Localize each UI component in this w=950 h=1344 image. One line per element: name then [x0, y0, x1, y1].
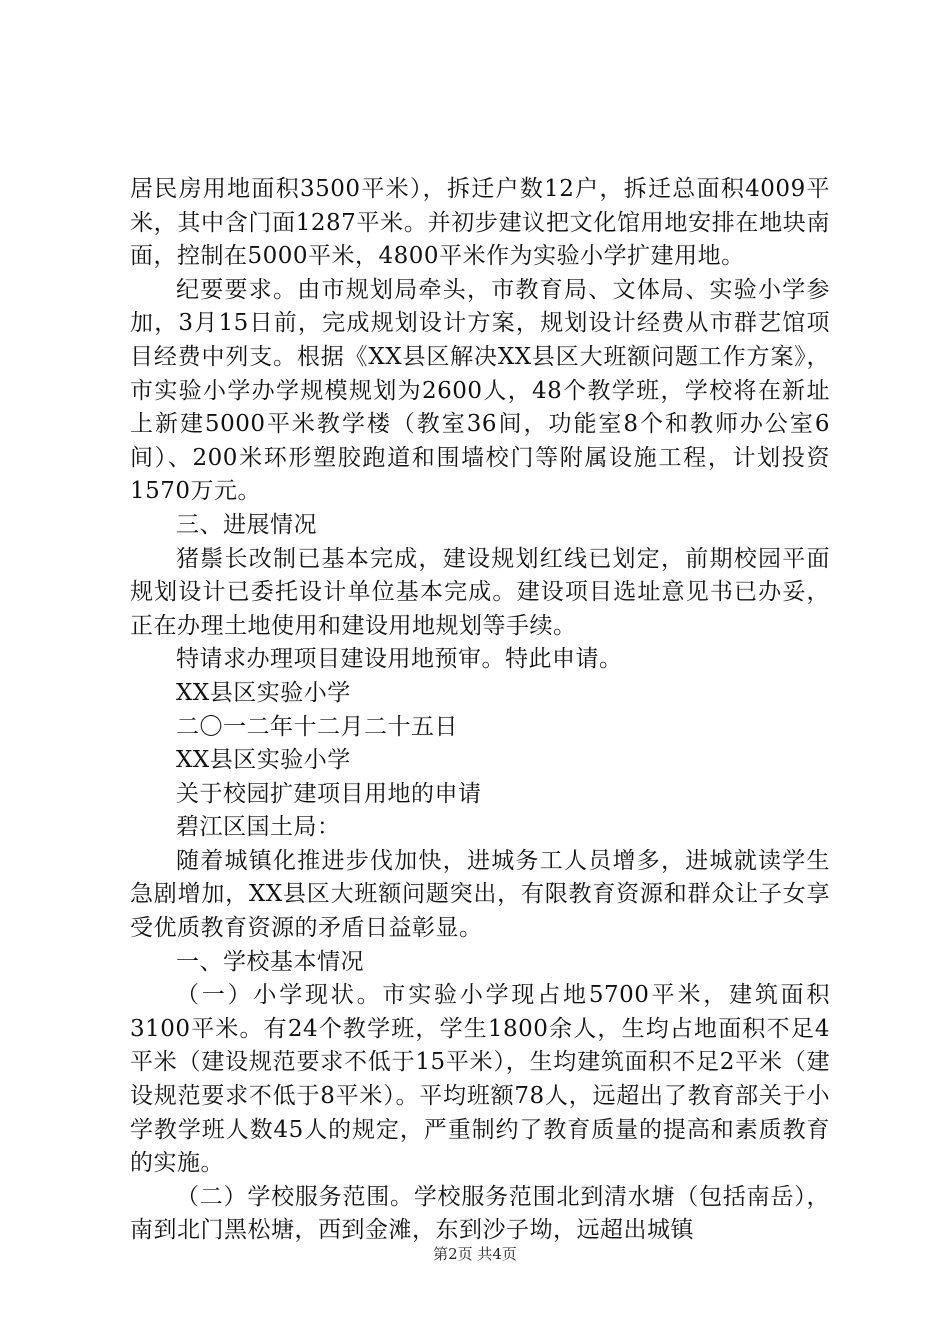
signature-date: 二〇一二年十二月二十五日 [176, 713, 458, 740]
paragraph-service-area: （二）学校服务范围。学校服务范围北到清水塘（包括南岳），南到北门黑松塘，西到金滩，东到沙子坳，远超出城镇 [130, 1183, 830, 1244]
paragraph-request: 特请求办理项目建设用地预审。特此申请。 [176, 646, 623, 673]
second-letter-school: XX县区实验小学 [176, 747, 351, 774]
second-letter-title: 关于校园扩建项目用地的申请 [176, 780, 482, 807]
page-footer: 第2页 共4页 [433, 1245, 517, 1263]
signature-school: XX县区实验小学 [176, 679, 351, 706]
addressee: 碧江区国土局： [176, 814, 341, 841]
paragraph-minutes-requirements: 纪要要求。由市规划局牵头，市教育局、文体局、实验小学参加，3月15日前，完成规划设计方案，规划设计经费从市群艺馆项目经费中列支。根据《XX县区解决XX县区大班额问题工作方案》，市实验小学办学规模规划为2600人，48个教学班，学校将在新址上新建5000平米教学楼（教室36间，功能室8个和教师办公室6间）、200米环形塑胶跑道和围墙校门等附属设施工程，计划投资1570万元。 [130, 276, 830, 505]
paragraph-progress: 猪鬃长改制已基本完成，建设规划红线已划定，前期校园平面规划设计已委托设计单位基本完成。建设项目选址意见书已办妥，正在办理土地使用和建设用地规划等手续。 [130, 545, 830, 639]
section-heading-basic-info: 一、学校基本情况 [176, 948, 364, 975]
paragraph-background: 随着城镇化推进步伐加快，进城务工人员增多，进城就读学生急剧增加，XX县区大班额问题突出，有限教育资源和群众让子女享受优质教育资源的矛盾日益彰显。 [130, 847, 830, 942]
paragraph-continuation: 居民房用地面积3500平米），拆迁户数12户，拆迁总面积4009平米，其中含门面1287平米。并初步建议把文化馆用地安排在地块南面，控制在5000平米，4800平米作为实验小学扩建用地。 [130, 176, 830, 270]
section-heading-progress: 三、进展情况 [176, 511, 317, 538]
paragraph-school-status: （一）小学现状。市实验小学现占地5700平米，建筑面积3100平米。有24个教学班，学生1800余人，生均占地面积不足4平米（建设规范要求不低于15平米），生均建筑面积不足2平米（建设规范要求不低于8平米）。平均班额78人，远超出了教育部关于小学教学班人数45人的规定，严重制约了教育质量的提高和素质教育的实施。 [130, 982, 830, 1177]
document-body [130, 173, 830, 1248]
